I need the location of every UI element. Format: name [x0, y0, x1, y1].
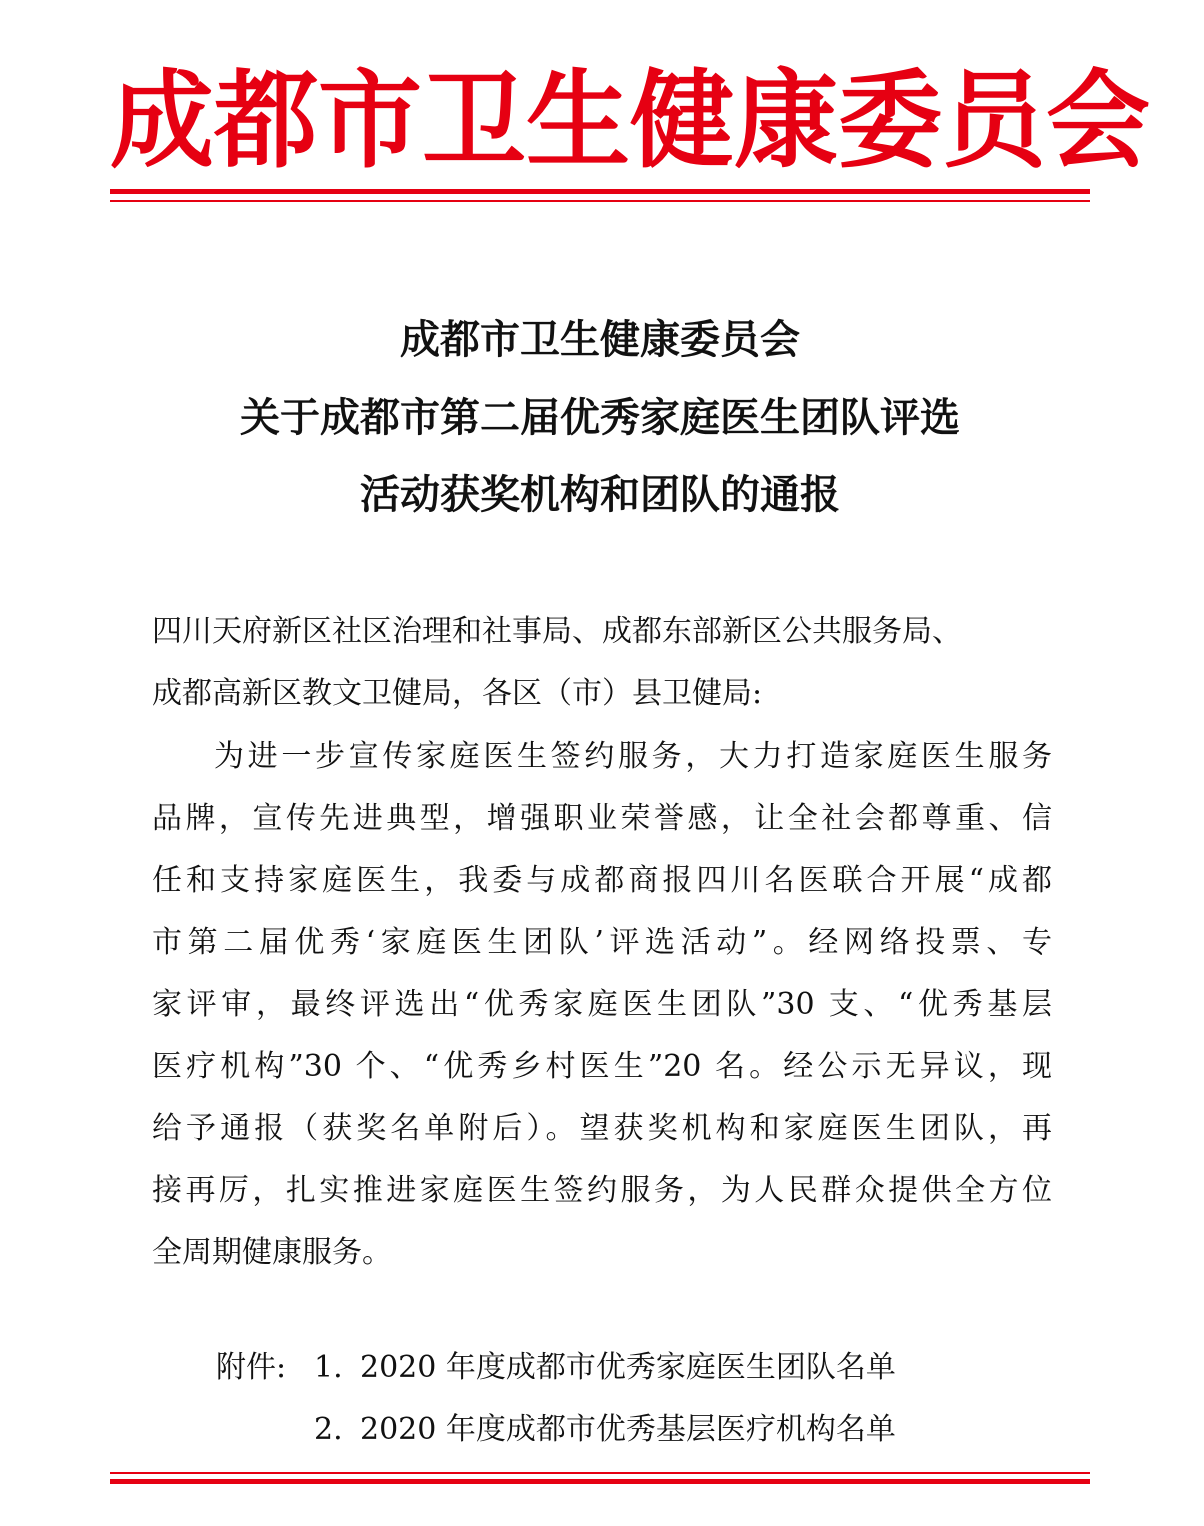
- attachment-number: 1.: [314, 1350, 343, 1385]
- body-line: 品牌，宣传先进典型，增强职业荣誉感，让全社会都尊重、信: [152, 801, 1052, 836]
- body-line: 给予通报（获奖名单附后）。望获奖机构和家庭医生团队，再: [152, 1111, 1052, 1146]
- body-line: 任和支持家庭医生，我委与成都商报四川名医联合开展“成都: [152, 863, 1052, 898]
- footer-rule-thin: [110, 1472, 1090, 1474]
- document-title-line-1: 成都市卫生健康委员会: [400, 316, 800, 363]
- attachment-text: 2020 年度成都市优秀家庭医生团队名单: [360, 1350, 896, 1385]
- attachment-item-2: [314, 1410, 896, 1450]
- masthead-rule-thin: [110, 200, 1090, 202]
- body-line: 为进一步宣传家庭医生签约服务，大力打造家庭医生服务: [214, 739, 1052, 774]
- recipients-line-2: 成都高新区教文卫健局，各区（市）县卫健局:: [152, 676, 763, 711]
- body-line: 医疗机构”30 个、“优秀乡村医生”20 名。经公示无异议，现: [152, 1049, 1052, 1084]
- body-line: 家评审，最终评选出“优秀家庭医生团队”30 支、“优秀基层: [152, 987, 1052, 1022]
- attachment-item-1: [216, 1348, 896, 1388]
- recipients-line-1: 四川天府新区社区治理和社事局、成都东部新区公共服务局、: [152, 614, 962, 649]
- attachment-number: 2.: [314, 1412, 343, 1447]
- masthead-rule-thick: [110, 189, 1090, 194]
- footer-rule-thick: [110, 1479, 1090, 1484]
- masthead-title: 成都市卫生健康委员会: [110, 57, 1151, 184]
- body-line: 全周期健康服务。: [152, 1235, 392, 1270]
- attachments-label: 附件:: [216, 1350, 287, 1385]
- document-title-line-3: 活动获奖机构和团队的通报: [360, 471, 840, 518]
- document-title-line-2: 关于成都市第二届优秀家庭医生团队评选: [240, 394, 960, 441]
- body-line: 接再厉，扎实推进家庭医生签约服务，为人民群众提供全方位: [152, 1173, 1052, 1208]
- body-line: 市第二届优秀‘家庭医生团队’评选活动”。经网络投票、专: [152, 925, 1052, 960]
- attachment-text: 2020 年度成都市优秀基层医疗机构名单: [360, 1412, 896, 1447]
